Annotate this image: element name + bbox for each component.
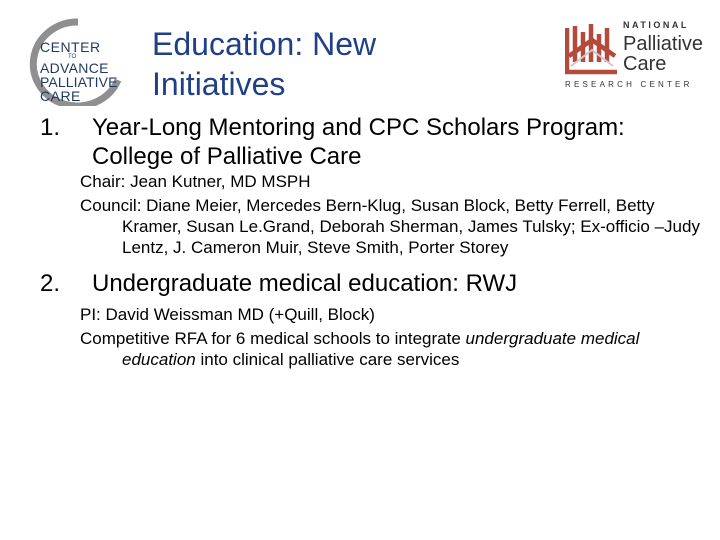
item-number: 2. (40, 270, 61, 297)
pi-line: PI: David Weissman MD (+Quill, Block) (80, 305, 375, 324)
slide-title-line2: Initiatives (152, 66, 286, 102)
item-number: 1. (40, 114, 61, 141)
npcrc-mark-icon (565, 22, 619, 76)
npcrc-national-text: NATIONAL (623, 20, 689, 30)
rfa-line (80, 328, 710, 370)
capc-line-advance: ADVANCE (40, 60, 109, 76)
item-heading-text: Year-Long Mentoring and CPC Scholars Program: College of Palliative Care (92, 114, 625, 170)
item-heading-text: Undergraduate medical education: RWJ (92, 270, 518, 297)
list-item (40, 269, 710, 370)
item-heading (40, 269, 710, 298)
capc-logo-text (40, 40, 118, 103)
capc-line-center: CENTER (40, 39, 101, 55)
council-line: Council: Diane Meier, Mercedes Bern-Klug, Susan Block, Betty Ferrell, Betty Kramer, Susan Le.Grand, Deborah Sherman, James Tulsky; Ex-officio –Judy Lentz, J. Cameron Muir, Steve Smith, Porter Storey (80, 196, 700, 257)
slide-title (152, 24, 452, 104)
rfa-text-start: Competitive RFA for 6 medical schools to integrate (80, 329, 466, 348)
slide-body (40, 113, 710, 370)
item-heading (40, 113, 710, 171)
list-item (40, 113, 710, 258)
capc-line-care: CARE (40, 88, 81, 104)
capc-logo (26, 14, 130, 106)
npcrc-research-center-text: RESEARCH CENTER (565, 80, 693, 89)
capc-line-to: TO (68, 54, 77, 60)
rfa-text-end: into clinical palliative care services (195, 350, 460, 369)
npcrc-care-text: Care (623, 53, 667, 75)
slide-title-line1: Education: New (152, 26, 377, 62)
capc-line-palliative: PALLIATIVE (40, 74, 118, 90)
npcrc-logo (565, 18, 704, 94)
chair-line: Chair: Jean Kutner, MD MSPH (80, 172, 311, 191)
rfa-text-italic: undergraduate medical education (122, 329, 640, 369)
npcrc-palliative-text: Palliative (623, 33, 704, 55)
